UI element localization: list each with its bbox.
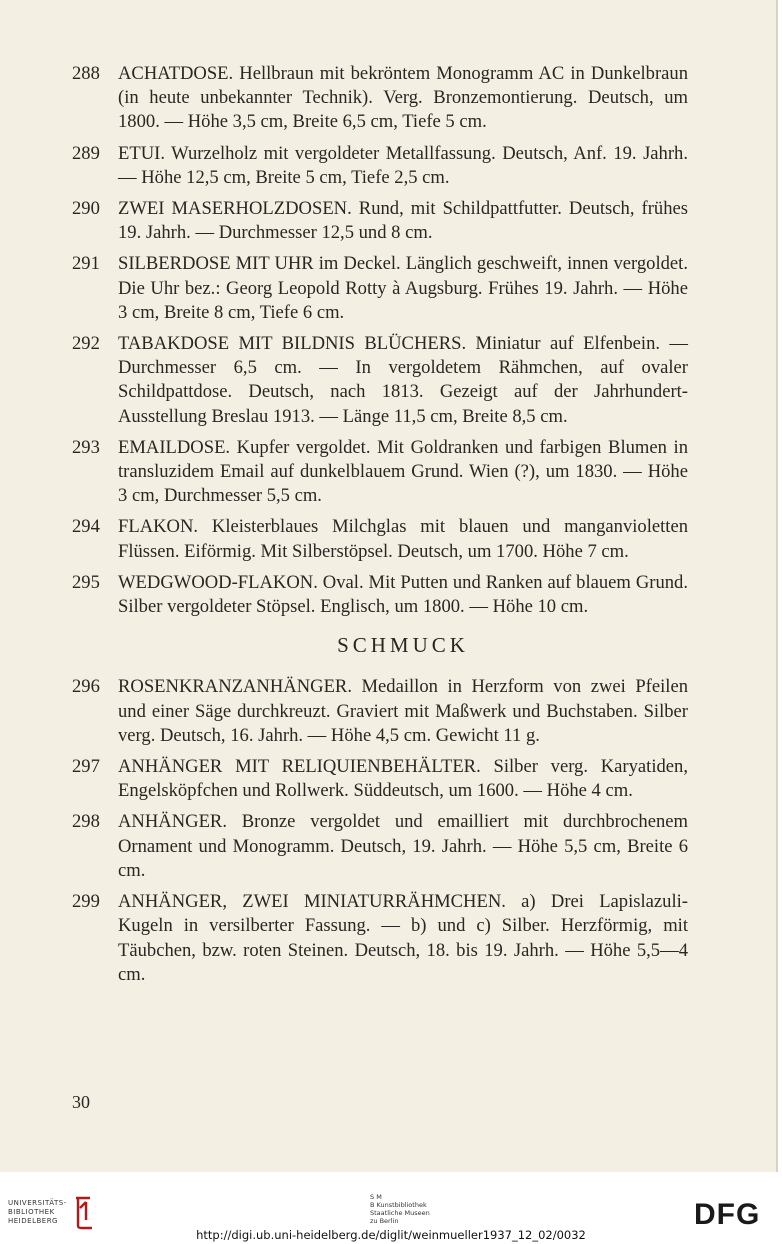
entry-text: SILBERDOSE MIT UHR im Deckel. Länglich geschweift, innen vergoldet. Die Uhr bez.: Georg Leopold Rotty à Augsburg. Frühes 19. Jahrh. — Höhe 3 cm, Breite 8 cm, Tiefe 6 cm. (118, 253, 688, 323)
entry-text: TABAKDOSE MIT BILDNIS BLÜCHERS. Miniatur auf Elfenbein. — Durchmesser 6,5 cm. — In vergoldetem Rähmchen, auf ovaler Schildpattdose. Deutsch, nach 1813. Gezeigt auf der Jahrhundert-Ausstellung Breslau 1913. — Länge 11,5 cm, Breite 8,5 cm. (118, 333, 688, 427)
entry-list-boxes (72, 62, 688, 619)
entry-text: ETUI. Wurzelholz mit vergoldeter Metallfassung. Deutsch, Anf. 19. Jahrh. — Höhe 12,5 cm, Breite 5 cm, Tiefe 2,5 cm. (118, 142, 688, 188)
entry-number: 297 (72, 756, 100, 778)
entry-number: 290 (72, 198, 100, 220)
entry-number: 288 (72, 63, 100, 84)
entry-number: 293 (72, 436, 100, 458)
entry-number: 296 (72, 676, 100, 698)
entry-list-jewelry (72, 675, 688, 986)
catalog-entry (72, 515, 688, 563)
catalog-entry (72, 571, 688, 619)
catalog-entry (72, 675, 688, 748)
source-url-link[interactable]: http://digi.ub.uni-heidelberg.de/diglit/weinmueller1937_12_02/0032 (196, 1228, 586, 1242)
entry-number: 289 (72, 142, 100, 164)
catalog-entry (72, 62, 688, 135)
entry-number: 298 (72, 811, 100, 833)
entry-text: ANHÄNGER, ZWEI MINIATURRÄHMCHEN. a) Drei Lapislazuli-Kugeln in versilberter Fassung. — b) und c) Silber. Herzförmig, mit Täubchen, bzw. roten Steinen. Deutsch, 18. bis 19. Jahrh. — Höhe 5,5—4 cm. (118, 891, 688, 985)
catalog-entry (72, 436, 688, 509)
catalog-entry (72, 755, 688, 803)
catalog-entry (72, 810, 688, 883)
entry-number: 291 (72, 253, 100, 275)
entry-text: ACHATDOSE. Hellbraun mit bekröntem Monogramm AC in Dunkelbraun (in heute unbekannter Technik). Verg. Bronzemontierung. Deutsch, um 1800. — Höhe 3,5 cm, Breite 6,5 cm, Tiefe 5 cm. (118, 63, 688, 133)
entry-text: EMAILDOSE. Kupfer vergoldet. Mit Goldranken und farbigen Blumen in transluzidem Email auf dunkelblauem Grund. Wien (?), um 1830. — Höhe 3 cm, Durchmesser 5,5 cm. (118, 436, 688, 507)
entry-number: 292 (72, 333, 100, 355)
entry-text: FLAKON. Kleisterblaues Milchglas mit blauen und manganvioletten Flüssen. Eiförmig. Mit Silberstöpsel. Deutsch, um 1700. Höhe 7 cm. (118, 516, 688, 562)
entry-text: ZWEI MASERHOLZDOSEN. Rund, mit Schildpattfutter. Deutsch, frühes 19. Jahrh. — Durchmesser 12,5 und 8 cm. (118, 198, 688, 244)
catalog-entry (72, 197, 688, 245)
catalog-entry (72, 252, 688, 325)
catalog-entries (72, 62, 688, 994)
entry-text: ROSENKRANZANHÄNGER. Medaillon in Herzform von zwei Pfeilen und einer Säge durchkreuzt. Graviert mit Maßwerk und Buchstaben. Silber verg. Deutsch, 16. Jahrh. — Höhe 4,5 cm. Gewicht 11 g. (118, 676, 688, 746)
entry-number: 295 (72, 571, 100, 593)
catalog-entry (72, 332, 688, 429)
dfg-logo: DFG (694, 1198, 761, 1231)
entry-text: WEDGWOOD-FLAKON. Oval. Mit Putten und Ranken auf blauem Grund. Silber vergoldeter Stöpsel. Englisch, um 1800. — Höhe 10 cm. (118, 571, 688, 618)
catalog-entry (72, 890, 688, 987)
catalog-entry (72, 142, 688, 190)
page-number: 30 (72, 1092, 90, 1112)
entry-text: ANHÄNGER MIT RELIQUIENBEHÄLTER. Silber verg. Karyatiden, Engelsköpfchen und Rollwerk. Süddeutsch, um 1600. — Höhe 4 cm. (118, 756, 688, 802)
entry-number: 294 (72, 516, 100, 538)
sm-library-stamp: S M B Kunstbibliothek Staatliche Museen zu Berlin (370, 1193, 430, 1225)
entry-text: ANHÄNGER. Bronze vergoldet und emailliert mit durchbrochenem Ornament und Monogramm. Deutsch, 19. Jahrh. — Höhe 5,5 cm, Breite 6 cm. (118, 811, 688, 881)
section-heading: SCHMUCK (337, 633, 469, 658)
ub-heidelberg-logo-icon (72, 1196, 94, 1230)
ub-heidelberg-logo-text: UNIVERSITÄTS- BIBLIOTHEK HEIDELBERG (8, 1199, 67, 1225)
entry-number: 299 (72, 891, 100, 913)
